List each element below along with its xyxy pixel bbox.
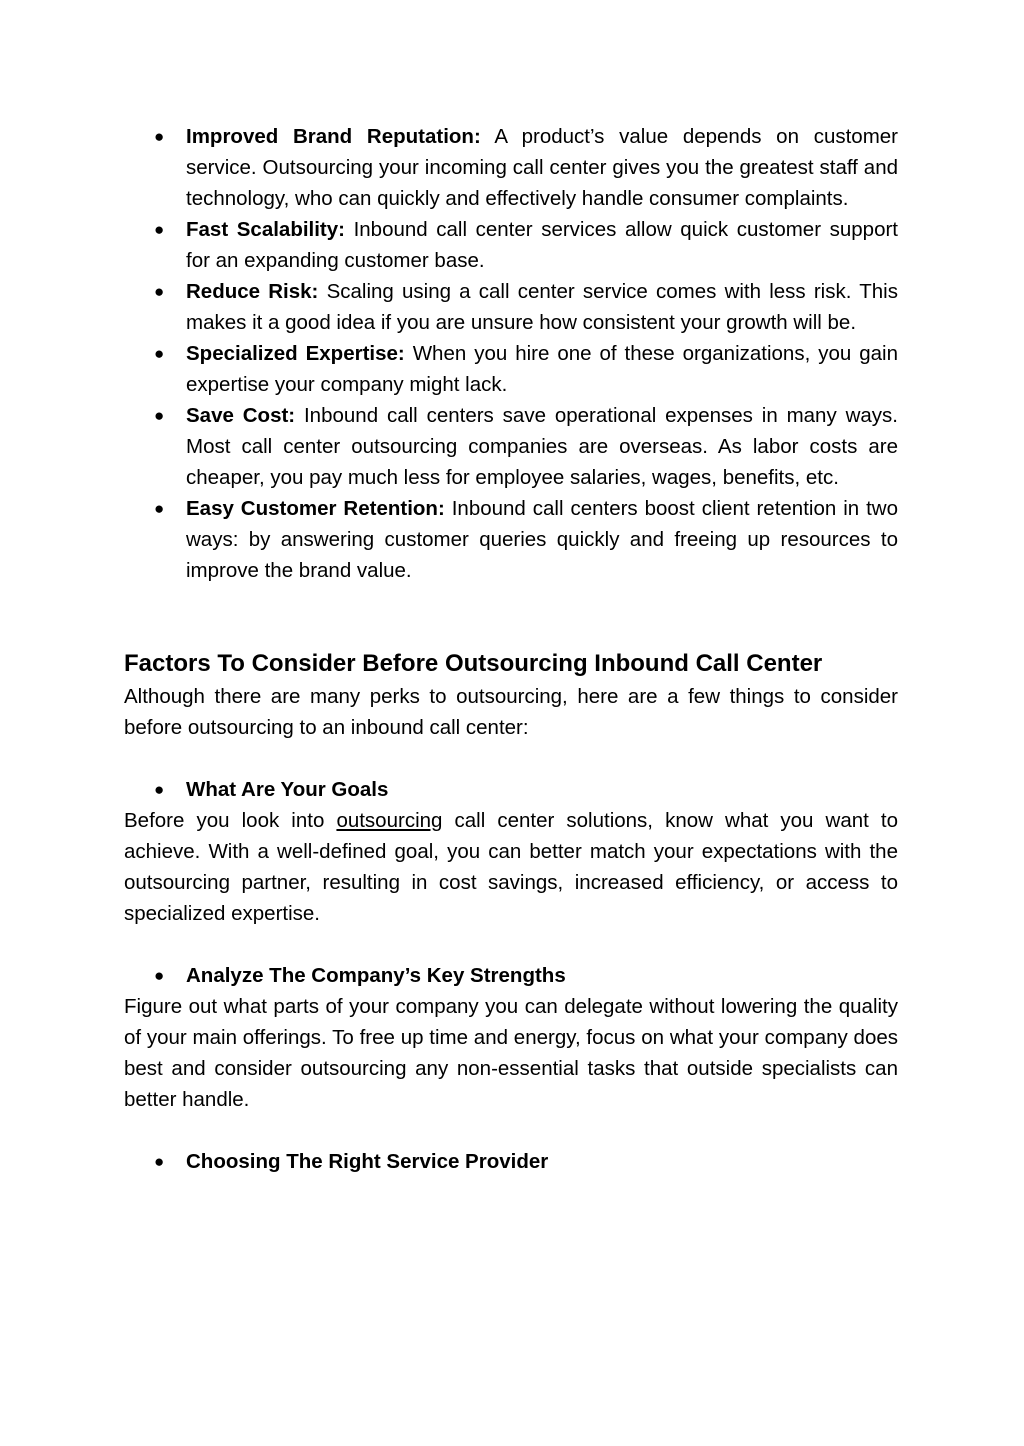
bullet-icon: ●	[154, 282, 165, 301]
bullet-icon: ●	[154, 344, 165, 363]
list-item	[124, 121, 898, 214]
factor-title-goals	[124, 774, 898, 805]
bullet-icon: ●	[154, 1152, 165, 1171]
benefit-term: Reduce Risk:	[186, 280, 319, 303]
benefit-term: Save Cost:	[186, 404, 296, 427]
factor-title-provider	[124, 1146, 898, 1177]
benefit-term: Fast Scalability:	[186, 218, 345, 241]
bullet-icon: ●	[154, 406, 165, 425]
list-item	[124, 400, 898, 493]
benefit-text: Inbound call center services allow quick customer support for an expanding customer base.	[186, 218, 898, 272]
bullet-icon: ●	[154, 780, 165, 799]
section-heading: Factors To Consider Before Outsourcing Inbound Call Center	[124, 650, 823, 677]
bullet-icon: ●	[154, 499, 165, 518]
paragraph-text: Before you look into	[124, 809, 337, 832]
benefit-term: Easy Customer Retention:	[186, 497, 445, 520]
paragraph-text: call center solutions, know what you want to achieve. With a well-defined goal, you can better match your expectations with the outsourcing partner, resulting in cost savings, increased efficiency, or access to specialized expertise.	[124, 809, 898, 925]
intro-paragraph: Although there are many perks to outsourcing, here are a few things to consider before outsourcing to an inbound call center:	[124, 685, 898, 739]
benefit-text: A product’s value depends on customer service. Outsourcing your incoming call center gives you the greatest staff and technology, who can quickly and effectively handle consumer complaints.	[186, 125, 898, 210]
document-page	[124, 121, 898, 1177]
benefit-text: Scaling using a call center service comes with less risk. This makes it a good idea if you are unsure how consistent your growth will be.	[186, 280, 898, 334]
list-item	[124, 493, 898, 586]
benefit-text: When you hire one of these organizations, you gain expertise your company might lack.	[186, 342, 898, 396]
bullet-icon: ●	[154, 220, 165, 239]
benefits-list	[124, 121, 898, 586]
factor-paragraph-strengths: Figure out what parts of your company you can delegate without lowering the quality of your main offerings. To free up time and energy, focus on what your company does best and consider outsourcing any non-essential tasks that outside specialists can better handle.	[124, 995, 898, 1111]
factor-title-strengths	[124, 960, 898, 991]
benefit-text: Inbound call centers save operational expenses in many ways. Most call center outsourcing companies are overseas. As labor costs are cheaper, you pay much less for employee salaries, wages, benefits, etc.	[186, 404, 898, 489]
factor-title: What Are Your Goals	[186, 778, 389, 801]
list-item	[124, 214, 898, 276]
bullet-icon: ●	[154, 966, 165, 985]
benefit-term: Improved Brand Reputation:	[186, 125, 481, 148]
factor-title: Analyze The Company’s Key Strengths	[186, 964, 566, 987]
benefit-text: Inbound call centers boost client retention in two ways: by answering customer queries quickly and freeing up resources to improve the brand value.	[186, 497, 898, 582]
benefit-term: Specialized Expertise:	[186, 342, 405, 365]
outsourcing-link[interactable]: outsourcing	[336, 809, 443, 832]
bullet-icon: ●	[154, 127, 165, 146]
factor-title: Choosing The Right Service Provider	[186, 1150, 549, 1173]
list-item	[124, 276, 898, 338]
list-item	[124, 338, 898, 400]
factor-paragraph-goals	[124, 805, 898, 929]
